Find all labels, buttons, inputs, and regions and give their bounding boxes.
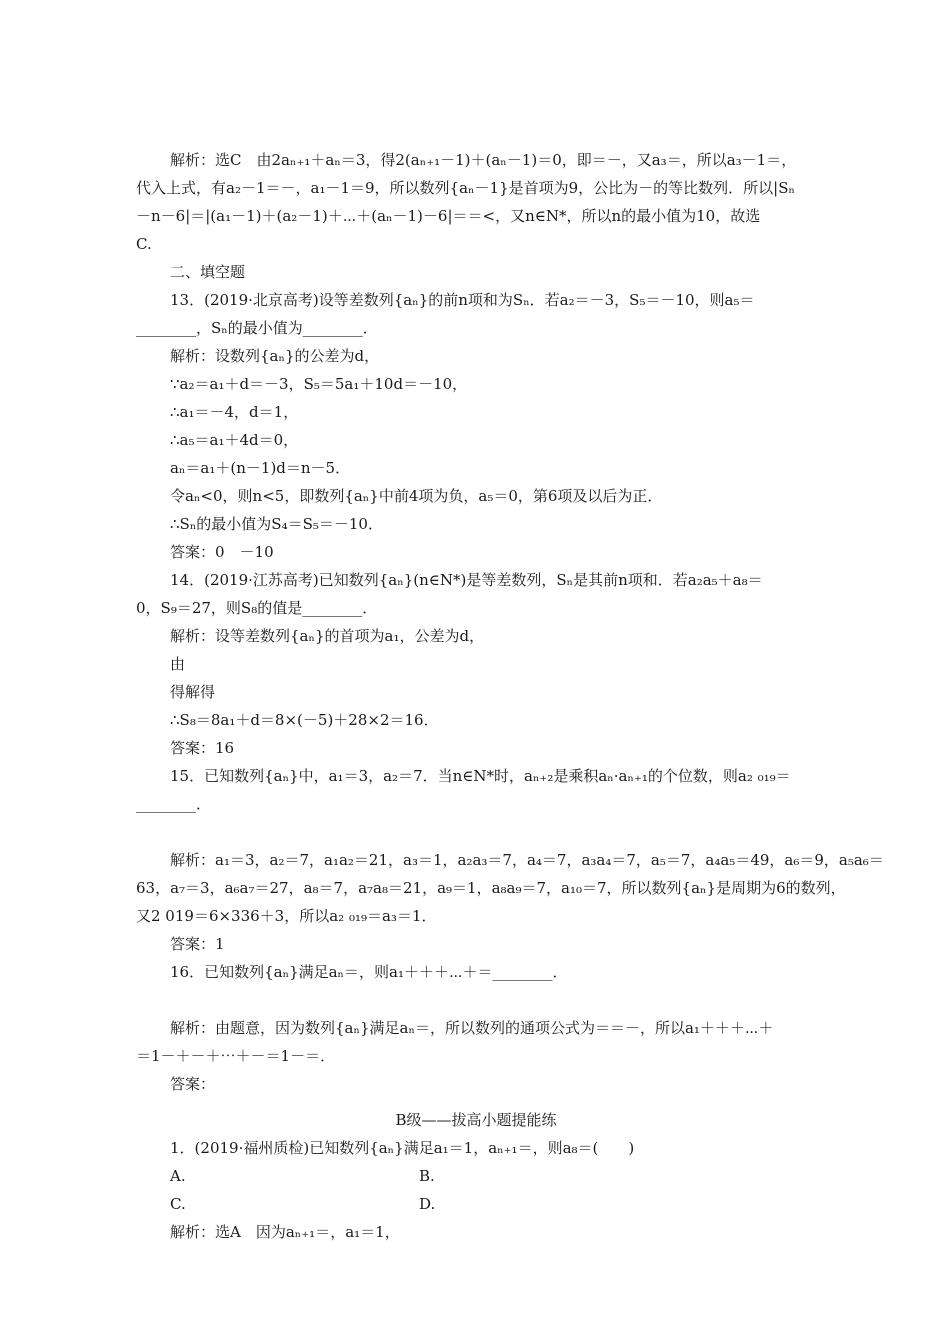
- solution-line: ∴a₅＝a₁＋4d＝0，: [170, 431, 299, 449]
- text-line: －n－6|＝|(a₁－1)＋(a₂－1)＋⋯＋(aₙ－1)－6|＝＝<，又n∈N*，所以n的最小值为10，故选: [136, 207, 761, 225]
- option-row: [136, 1162, 816, 1190]
- document-body: [136, 146, 884, 1246]
- solution-line: ∴Sₙ的最小值为S₄＝S₅＝－10．: [170, 515, 383, 533]
- question-text: 14．(2019·江苏高考)已知数列{aₙ}(n∈N*)是等差数列，Sₙ是其前n项和．若a₂a₅＋a₈＝: [170, 571, 763, 589]
- answer-line: 答案：16: [170, 739, 235, 757]
- text-line: 解析：选C 由2aₙ₊₁＋aₙ＝3，得2(aₙ₊₁－1)＋(aₙ－1)＝0，即＝－，又a₃＝，所以a₃－1＝，: [170, 151, 797, 169]
- solution-line: 又2 019＝6×336＋3，所以a₂ ₀₁₉＝a₃＝1．: [136, 907, 437, 925]
- question-text: 1．(2019·福州质检)已知数列{aₙ}满足a₁＝1，aₙ₊₁＝，则a₈＝( ): [170, 1139, 635, 1157]
- solution-line: aₙ＝a₁＋(n－1)d＝n－5．: [170, 459, 351, 477]
- text-line: 代入上式，有a₂－1＝－，a₁－1＝9，所以数列{aₙ－1}是首项为9，公比为－的等比数列．所以|Sₙ: [136, 179, 795, 197]
- option-b: B.: [419, 1167, 435, 1185]
- solution-line: 解析：由题意，因为数列{aₙ}满足aₙ＝，所以数列的通项公式为＝＝－，所以a₁＋＋＋⋯＋: [170, 1019, 774, 1037]
- solution-line: ∴S₈＝8a₁＋d＝8×(－5)＋28×2＝16．: [170, 711, 439, 729]
- option-c: C.: [170, 1195, 186, 1213]
- option-row: [136, 1190, 816, 1218]
- option-a: A.: [170, 1167, 186, 1185]
- question-text: 16．已知数列{aₙ}满足aₙ＝，则a₁＋＋＋⋯＋＝________．: [170, 963, 568, 981]
- option-d: D.: [419, 1195, 436, 1213]
- q16-block: [136, 958, 816, 1098]
- spacer: [136, 986, 816, 1014]
- text-line: C.: [136, 235, 152, 253]
- answer-line: 答案：1: [170, 935, 225, 953]
- q15-block: [136, 762, 884, 958]
- solution-line: ∵a₂＝a₁＋d＝－3，S₅＝5a₁＋10d＝－10，: [170, 375, 468, 393]
- question-text: 0，S₉＝27，则S₈的值是________．: [136, 599, 378, 617]
- answer-line: 答案：0 －10: [170, 543, 274, 561]
- q13-block: [136, 286, 816, 566]
- solution-line: ∴a₁＝－4，d＝1，: [170, 403, 299, 421]
- solution-line: 解析：选A 因为aₙ₊₁＝，a₁＝1，: [170, 1223, 400, 1241]
- section-heading: 二、填空题: [170, 263, 246, 281]
- answer-line: 答案：: [170, 1075, 216, 1093]
- question-text: 15．已知数列{aₙ}中，a₁＝3，a₂＝7．当n∈N*时，aₙ₊₂是乘积aₙ·aₙ₊₁的个位数，则a₂ ₀₁₉＝: [170, 767, 791, 785]
- solution-line: 得解得: [170, 683, 216, 701]
- spacer: [136, 818, 816, 846]
- solution-line: 解析：设数列{aₙ}的公差为d，: [170, 347, 380, 365]
- solution-line: 解析：设等差数列{aₙ}的首项为a₁，公差为d，: [170, 627, 485, 645]
- solution-line: 由: [170, 655, 186, 673]
- b1-block: [136, 1134, 816, 1246]
- solution-line: 63，a₇＝3，a₆a₇＝27，a₈＝7，a₇a₈＝21，a₉＝1，a₈a₉＝7，a₁₀＝7，所以数列{aₙ}是周期为6的数列，: [136, 879, 846, 897]
- solution-line: 解析：a₁＝3，a₂＝7，a₁a₂＝21，a₃＝1，a₂a₃＝7，a₄＝7，a₃a₄＝7，a₅＝7，a₄a₅＝49，a₆＝9，a₅a₆＝: [170, 851, 884, 869]
- q14-block: [136, 566, 816, 762]
- question-text: 13．(2019·北京高考)设等差数列{aₙ}的前n项和为Sₙ．若a₂＝－3，S₅＝－10，则a₅＝: [170, 291, 755, 309]
- question-text: ________，Sₙ的最小值为________．: [136, 319, 378, 337]
- solution-line: ＝1－＋－＋⋯＋－＝1－＝．: [136, 1047, 336, 1065]
- section-heading: B级——拔高小题提能练: [395, 1111, 557, 1129]
- question-text: ________．: [136, 795, 212, 813]
- solution-line: 令aₙ<0，则n<5，即数列{aₙ}中前4项为负，a₅＝0，第6项及以后为正．: [170, 487, 663, 505]
- q12-solution: [136, 146, 816, 258]
